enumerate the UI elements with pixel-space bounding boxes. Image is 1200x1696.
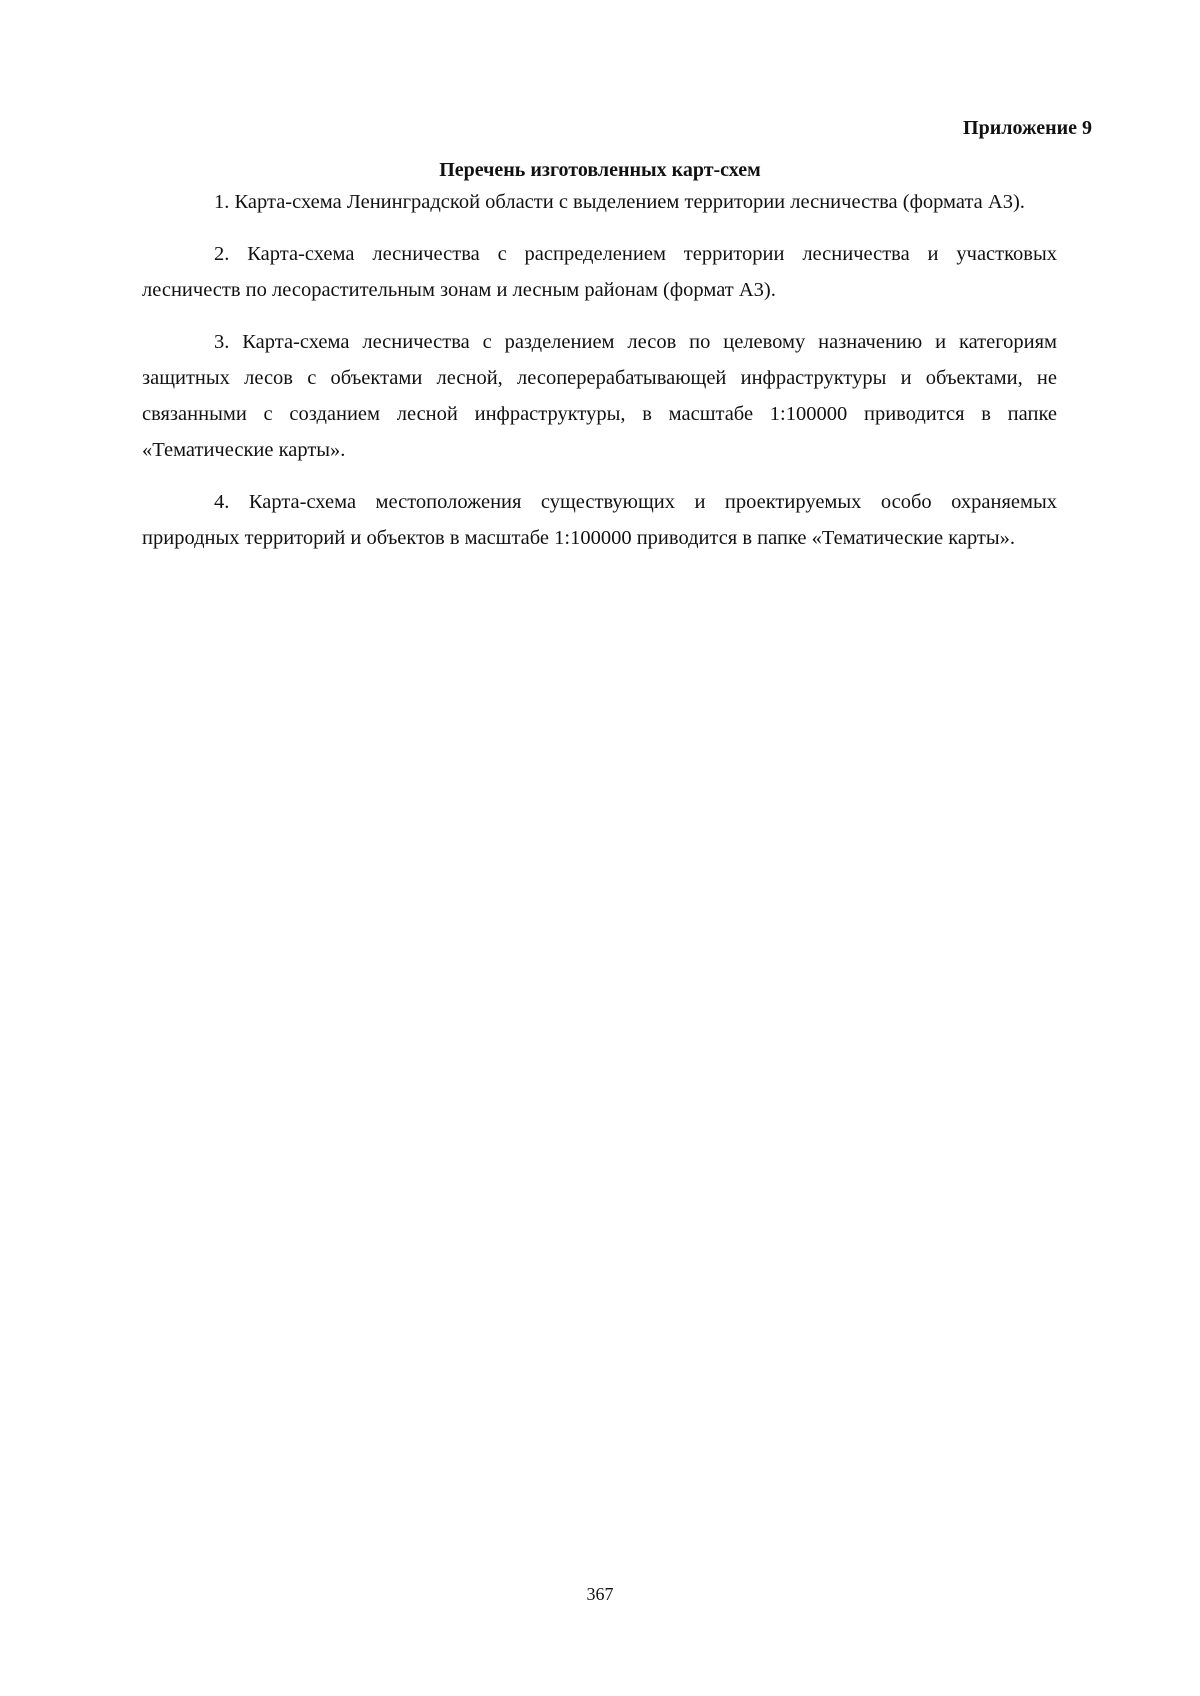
paragraph-3: 3. Карта-схема лесничества с разделением лесов по целевому назначению и категориям защитных лесов с объектами лесной, лесоперерабатывающей инфраструктуры и объектами, не связанными с созданием лесной инфраструктуры, в масштабе 1:100000 приводится в папке «Тематические карты».	[142, 331, 1057, 461]
document-title: Перечень изготовленных карт-схем	[439, 159, 761, 181]
paragraph-4: 4. Карта-схема местоположения существующих и проектируемых особо охраняемых природных территорий и объектов в масштабе 1:100000 приводится в папке «Тематические карты».	[142, 491, 1057, 549]
page-number: 367	[586, 1584, 614, 1604]
paragraph-1: 1. Карта-схема Ленинградской области с выделением территории лесничества (формата А3).	[214, 191, 1025, 213]
paragraph-2: 2. Карта-схема лесничества с распределением территории лесничества и участковых лесничеств по лесорастительным зонам и лесным районам (формат А3).	[142, 243, 1057, 301]
body-text	[142, 184, 1057, 572]
appendix-label: Приложение 9	[963, 117, 1092, 139]
